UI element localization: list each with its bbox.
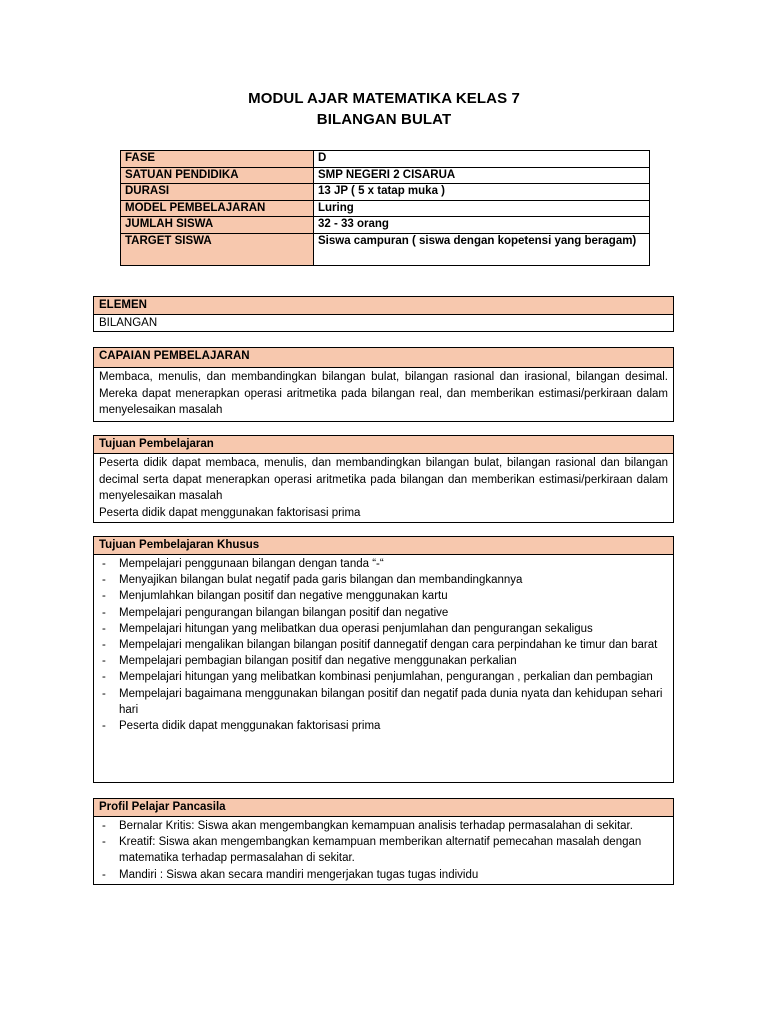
info-table bbox=[120, 150, 650, 266]
info-label: SATUAN PENDIDIKA bbox=[121, 167, 314, 184]
info-row-fase bbox=[121, 151, 650, 168]
info-label: DURASI bbox=[121, 184, 314, 201]
list-item: - Mempelajari hitungan yang melibatkan dua operasi penjumlahan dan pengurangan sekaligus bbox=[99, 621, 668, 637]
section-text: BILANGAN bbox=[99, 317, 158, 329]
info-label: TARGET SISWA bbox=[121, 233, 314, 265]
info-value: SMP NEGERI 2 CISARUA bbox=[314, 167, 650, 184]
section-text: Membaca, menulis, dan membandingkan bilangan bulat, bilangan rasional dan irasional, bilangan desimal. Mereka dapat menerapkan operasi aritmetika pada bilangan real, dan memberikan estimasi/perkiraan dalam menyelesaikan masalah bbox=[99, 371, 668, 416]
info-row-target-siswa bbox=[121, 233, 650, 265]
tujuan-paragraph: Peserta didik dapat menggunakan faktorisasi prima bbox=[99, 506, 361, 519]
info-row-jumlah-siswa bbox=[121, 217, 650, 234]
list-item: - Bernalar Kritis: Siswa akan mengembangkan kemampuan analisis terhadap permasalahan di sekitar. bbox=[99, 818, 668, 834]
list-item: - Kreatif: Siswa akan mengembangkan kemampuan memberikan alternatif pemecahan masalah dengan matematika terhadap permasalahan di sekitar. bbox=[99, 834, 668, 866]
info-row-durasi bbox=[121, 184, 650, 201]
list-item: - Mempelajari pengurangan bilangan bilangan positif dan negative bbox=[99, 605, 668, 621]
section-heading: Profil Pelajar Pancasila bbox=[94, 799, 673, 817]
info-value: 13 JP ( 5 x tatap muka ) bbox=[314, 184, 650, 201]
list-item: - Mempelajari pembagian bilangan positif dan negative menggunakan perkalian bbox=[99, 653, 668, 669]
list-item: - Menjumlahkan bilangan positif dan negative menggunakan kartu bbox=[99, 588, 668, 604]
list-item: - Mempelajari penggunaan bilangan dengan tanda “-“ bbox=[99, 556, 668, 572]
section-heading: CAPAIAN PEMBELAJARAN bbox=[94, 348, 673, 368]
info-label: FASE bbox=[121, 151, 314, 168]
elemen-section bbox=[93, 296, 674, 332]
tujuan-khusus-section bbox=[93, 536, 674, 783]
profil-section bbox=[93, 798, 674, 885]
info-value: Luring bbox=[314, 200, 650, 217]
info-row-model bbox=[121, 200, 650, 217]
info-row-satuan-pendidikan bbox=[121, 167, 650, 184]
profil-list bbox=[99, 818, 668, 883]
tujuan-paragraph: Peserta didik dapat membaca, menulis, dan membandingkan bilangan bulat, bilangan rasional dan bilangan decimal serta dapat menerapkan operasi aritmetika pada bilangan dan memberikan estimasi/perkiraan dalam menyelesaikan masalah bbox=[99, 457, 668, 502]
capaian-section bbox=[93, 347, 674, 422]
info-value: 32 - 33 orang bbox=[314, 217, 650, 234]
document-subtitle: BILANGAN BULAT bbox=[316, 111, 452, 128]
tujuan-khusus-list bbox=[99, 556, 668, 734]
section-heading: Tujuan Pembelajaran bbox=[94, 436, 673, 454]
info-value: D bbox=[314, 151, 650, 168]
info-value: Siswa campuran ( siswa dengan kopetensi yang beragam) bbox=[314, 233, 650, 265]
list-item: - Peserta didik dapat menggunakan faktorisasi prima bbox=[99, 718, 668, 734]
tujuan-section bbox=[93, 435, 674, 523]
list-item: - Mempelajari bagaimana menggunakan bilangan positif dan negatif pada dunia nyata dan kehidupan sehari hari bbox=[99, 686, 668, 718]
list-item: - Mempelajari mengalikan bilangan bilangan positif dannegatif dengan cara perpindahan ke timur dan barat bbox=[99, 637, 668, 653]
section-heading: ELEMEN bbox=[94, 297, 673, 315]
list-item: - Mempelajari hitungan yang melibatkan kombinasi penjumlahan, pengurangan , perkalian dan pembagian bbox=[99, 669, 668, 685]
section-heading: Tujuan Pembelajaran Khusus bbox=[94, 537, 673, 555]
document-title: MODUL AJAR MATEMATIKA KELAS 7 bbox=[248, 90, 520, 107]
list-item: - Menyajikan bilangan bulat negatif pada garis bilangan dan membandingkannya bbox=[99, 572, 668, 588]
list-item: - Mandiri : Siswa akan secara mandiri mengerjakan tugas tugas individu bbox=[99, 867, 668, 883]
info-label: MODEL PEMBELAJARAN bbox=[121, 200, 314, 217]
info-label: JUMLAH SISWA bbox=[121, 217, 314, 234]
